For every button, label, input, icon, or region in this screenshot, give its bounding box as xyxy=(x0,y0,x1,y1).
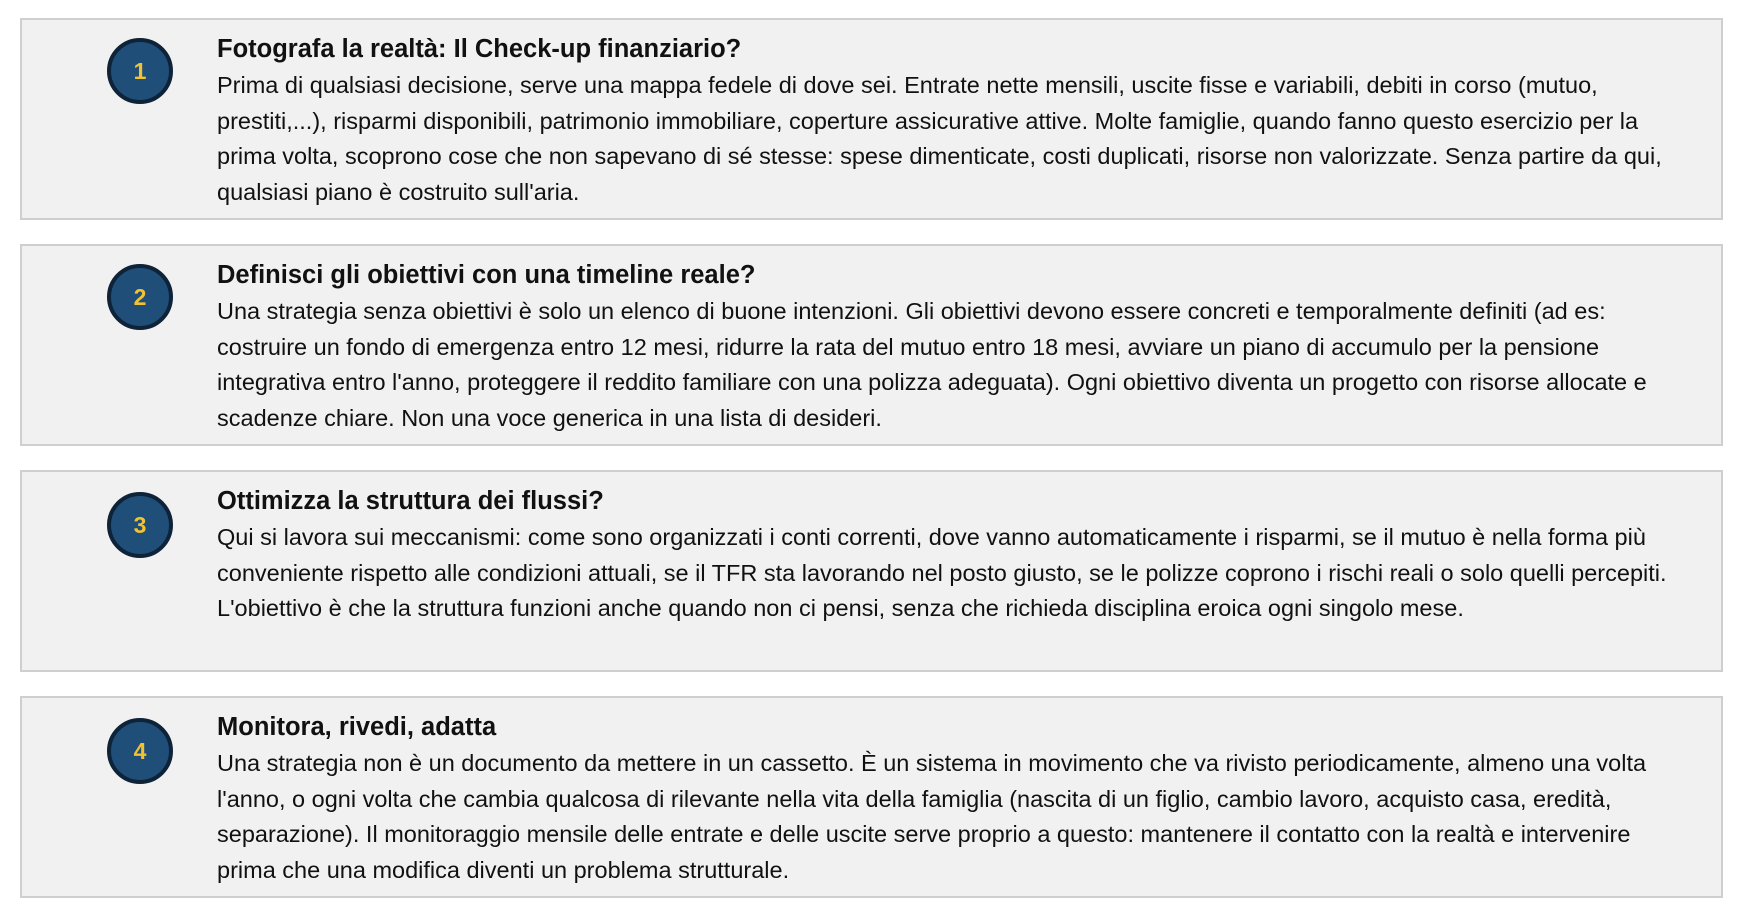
step-body: Una strategia senza obiettivi è solo un elenco di buone intenzioni. Gli obiettivi devono essere concreti e temporalmente definiti (ad es: costruire un fondo di emergenza entro 12 mesi, ridurre la rata del mutuo entro 18 mesi, avviare un piano di accumulo per la pensione integrativa entro l'anno, proteggere il reddito familiare con una polizza adeguata). Ogni obiettivo diventa un progetto con risorse allocate e scadenze chiare. Non una voce generica in una lista di desideri. xyxy=(217,298,1647,431)
step-title: Fotografa la realtà: Il Check-up finanziario? xyxy=(217,35,742,63)
step-body: Qui si lavora sui meccanismi: come sono organizzati i conti correnti, dove vanno automaticamente i risparmi, se il mutuo è nella forma più conveniente rispetto alle condizioni attuali, se il TFR sta lavorando nel posto giusto, se le polizze coprono i rischi reali o solo quelli percepiti. L'obiettivo è che la struttura funzioni anche quando non ci pensi, senza che richieda disciplina eroica ogni singolo mese. xyxy=(217,524,1667,621)
step-text xyxy=(217,710,1687,888)
step-number-badge: 2 xyxy=(107,264,173,330)
step-title: Monitora, rivedi, adatta xyxy=(217,713,497,741)
step-card-2 xyxy=(20,244,1723,446)
step-text xyxy=(217,32,1687,210)
step-card-3 xyxy=(20,470,1723,672)
step-title: Ottimizza la struttura dei flussi? xyxy=(217,487,604,515)
step-title: Definisci gli obiettivi con una timeline reale? xyxy=(217,261,756,289)
step-card-4 xyxy=(20,696,1723,898)
step-body: Una strategia non è un documento da mettere in un cassetto. È un sistema in movimento che va rivisto periodicamente, almeno una volta l'anno, o ogni volta che cambia qualcosa di rilevante nella vita della famiglia (nascita di un figlio, cambio lavoro, acquisto casa, eredità, separazione). Il monitoraggio mensile delle entrate e delle uscite serve proprio a questo: mantenere il contatto con la realtà e intervenire prima che una modifica diventi un problema strutturale. xyxy=(217,750,1647,883)
step-card-1 xyxy=(20,18,1723,220)
step-number-badge: 3 xyxy=(107,492,173,558)
step-text xyxy=(217,484,1687,627)
step-text xyxy=(217,258,1687,436)
step-number-badge: 1 xyxy=(107,38,173,104)
step-number-badge: 4 xyxy=(107,718,173,784)
step-body: Prima di qualsiasi decisione, serve una mappa fedele di dove sei. Entrate nette mensili, uscite fisse e variabili, debiti in corso (mutuo, prestiti,...), risparmi disponibili, patrimonio immobiliare, coperture assicurative attive. Molte famiglie, quando fanno questo esercizio per la prima volta, scoprono cose che non sapevano di sé stesse: spese dimenticate, costi duplicati, risorse non valorizzate. Senza partire da qui, qualsiasi piano è costruito sull'aria. xyxy=(217,72,1662,205)
